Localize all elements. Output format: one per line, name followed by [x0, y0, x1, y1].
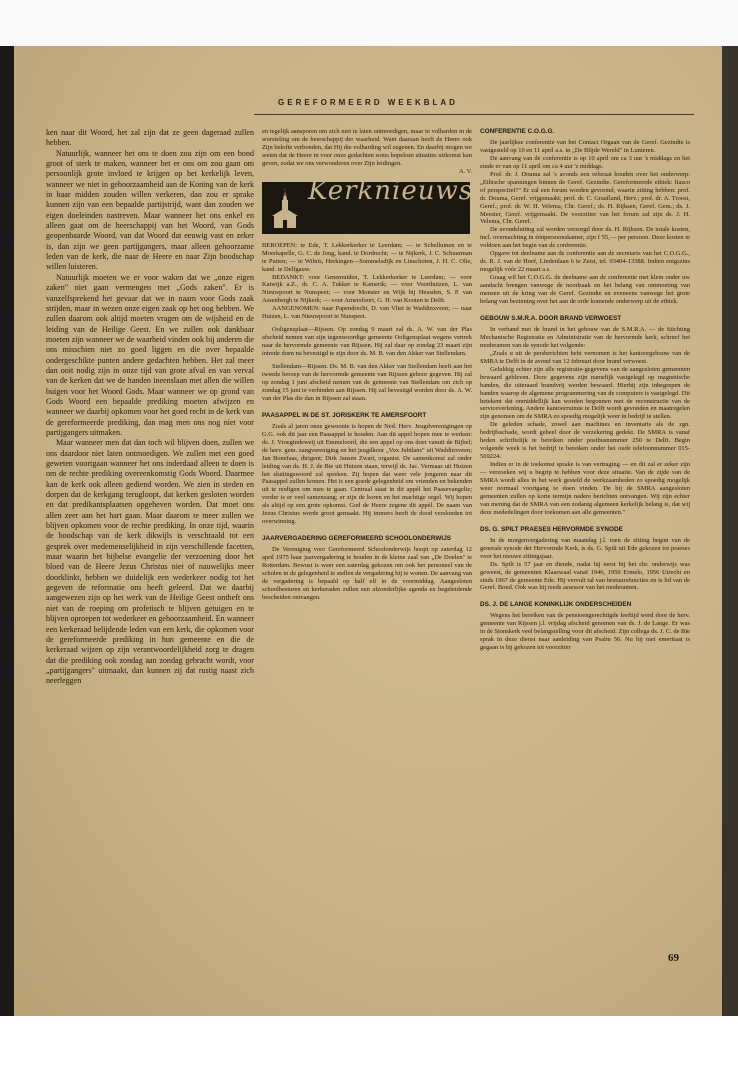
paragraph: AANGENOMEN: naar Papendrecht, D. van Vliet te Waddinxveen; — naar Huizen, L. van Nieuwpoort te Nunspeet.: [262, 305, 472, 321]
paragraph: Prof. dr. J. Douma zal 's avonds een referaat houden over het onderwerp: „Ethische spanningen binnen de Geref. Gezindte. Gereformeerde ethiek: fiasco of perspectief?" Er zal een forum worden gevormd, waarin zitting hebben: prof. dr. Douma, Geref. vrijgemaakt; prof. dr. C. Graafland, Herv.; prof. dr. A. Troost, Geref.; prof. dr. W. H. Velema, Chr. Geref.; ds. H. Rijksen, Geref. Gem.; ds. J. Meester, Geref. vrijgemaakt. De voorzitter van het forum zal zijn ds. J. H. Velema, Chr. Geref.: [480, 170, 690, 226]
paragraph: Indien er in de toekomst sprake is van vertraging — en dit zal er zeker zijn — verzoeken wij u begrip te hebben voor deze situatie. Van de zijde van de SMRA wordt alles in het werk gesteld de werkzaamheden zo spoedig mogelijk weer normaal voortgang te doen vinden. De bij de SMRA aangesloten gemeenten zullen op korte termijn nadere berichten ontvangen. Wij zijn echter van mening dat de SMRA van een zodanig algemeen kerkelijk belang is, dat wij deze mededelingen door toekomen aan alle gemeenten.": [480, 461, 690, 516]
paragraph: Zoals al jaren onze gewoonte is hopen de Ned. Herv. Jeugdverenigingen op G.G. ook dit jaar een Paasappel te houden. Aan dit appel hopen mee te werken: ds. J. Vroegindeweij uit Emmeloord, die een appel op ons doet vanuit de Bijbel; de herv. gem. zangvereniging en het jeugdkoor „Vox Jubilans" uit Waddinxveen; Jan Bonefaas, dirigent; Dirk Jansen Zwart, organist. De samenkomst zal onder leiding van ds. H. J. de Bie uit Huizen staan, terwijl ds. Jac. Vermaas uit Huizen het sluitingswoord zal spreken. Zij hopen dat weer vele jongeren naar dit Paasappel zullen komen. Het is een goede gelegenheid om vrienden en bekenden uit te nodigen om mee te gaan. Centraal staat in dit appèl het Paasevangelie; verder is er veel samenzang; er zijn de koren en het machtige orgel. Wij hopen als altijd op een grote opkomst. God de Heere zegene dit appèl. De naam van Jezus Christus worde groot gemaakt. Hij immers heeft de dood verslonden tot overwinning.: [262, 422, 472, 526]
paragraph: Opgave tot deelname aan de conferentie aan de secretaris van het C.O.G.G., ds. R. J. van de Hoef, Lindenlaan 6 te Zeist, tel. 03404-13388. Indien enigszins mogelijk vóór 22 maart a.s.: [480, 250, 690, 274]
running-head: GEREFORMEERD WEEKBLAD: [278, 98, 458, 107]
column-right: [480, 128, 690, 652]
newspaper-page: [14, 46, 722, 1016]
article-heading: DS. G. SPILT PRAESES HERVORMDE SYNODE: [480, 525, 623, 533]
article-heading: DS. J. DE LANGE KONINKLIJK ONDERSCHEIDEN: [480, 601, 632, 609]
paragraph: De jaarlijkse conferentie van het Contact Orgaan van de Geref. Gezindte is vastgesteld op 10 en 11 april a.s. in „De Blijde Wereld" in Lunteren.: [480, 138, 690, 154]
paragraph: Wegens het bereiken van de pensioengerechtigde leeftijd werd door de herv. gemeente van Rijssen j.l. vrijdag afscheid genomen van ds. J. de Lange. Er was in de Sionskerk veel belangstelling voor dit afscheid. Zijn collega ds. J. C. de Bie sprak in deze dienst naar aanleiding van Psalm 56. Nu hij met emeritaat is gegaan is hij gekozen tot voorzitter: [480, 612, 690, 652]
article-heading: CONFERENTIE C.O.G.G.: [480, 128, 555, 135]
paragraph: De Vereniging voor Gereformeerd Schoolonderwijs hoopt op zaterdag 12 april 1975 haar jaarvergadering te houden in de kleine zaal van „De Doelen" te Rotterdam. Bewust is weer een zaterdag gekozen om ook het personeel van de scholen in de gelegenheid te stellen de vergadering bij te wonen. De aanvang van de vergadering is bepaald op half elf in de voormiddag. Aangesloten schoolbesturen en kerkeraden zullen een afzonderlijke agenda en begeleidende bescheiden ontvangen.: [262, 546, 472, 601]
paragraph: Stellendam—Rijssen. Ds. M. B. van den Akker van Stellendam heeft aan het tweede beroep van de hervormde gemeente van Rijssen gehoor gegeven. Hij zal op zondag 1 juni afscheid nemen van de gemeente van Stellendam om zich op zondag 15 juni te verbinden aan Rijssen. Hij zal bevestigd worden door ds. A. W. van der Plas die dan in Rijssen zal staan.: [262, 363, 472, 402]
paragraph: BEDANKT: voor Genemuiden, T. Lekkerkerker te Leerdam; — voor Katwijk a.Z., dr. C. A. Tukker te Kamerik; — voor Voorthuizen, L. van Nieuwpoort te Nunspeet; — voor Monster en Wijk bij Heusden, S. P. van Assenbergh te Nijkerk; — voor Amersfoort, G. H. van Kooten te Delft.: [262, 273, 472, 305]
paragraph: Graag wil het C.O.G.G. de deelname aan de conferentie met klem onder uw aandacht brengen vanwege de noodzaak en het belang van ontmoeting van mensen uit de kring van de Geref. Gezindte en eveneens vanwege het grote belang van bezinning over het aan de orde komende onderwerp uit de ethiek.: [480, 274, 690, 306]
scan-margin-top: [0, 0, 738, 46]
paragraph: Ds. Spilt is 57 jaar en diende, nadat hij eerst bij het chr. onderwijs was geweest, de gemeenten Klaaswaal vanaf 1946, 1950 Ermelo, 1956 Utrecht en sinds 1967 de gemeente Ede. Hij vervult tal van bestuursfuncties en is lid van de Geref. Bond. Ook was hij reeds assessor van het moderamen.: [480, 560, 690, 592]
author-signature: A. V.: [458, 167, 472, 175]
paragraph: ken naar dit Woord, het zal zijn dat ze geen dageraad zullen hebben.: [46, 128, 254, 148]
paragraph: Natuurlijk, wanneer het ons te doen zou zijn om een bond groot of sterk te maken, wanneer het er ons om zou gaan om persoonlijk grote invloed te krijgen op het kerkelijk leven, wanneer we niet in gehoorzaamheid aan de Koning van de kerk in haar midden zouden willen verkeren, dan zou er sprake kunnen zijn van een bepaalde partijstrijd, want dan zouden we eigen doeleinden nastreven. Maar wanneer het ons enkel en alleen gaat om de heerschappij van het Woord, van Gods geopenbaarde Woord, van dat Woord dat eeuwig vast en zeker is, dan zijn we geen partijgangers, maar alleen gehoorzame leden van de kerk, die naar de Heere en naar Zijn boodschap willen luisteren.: [46, 148, 254, 272]
paragraph: Ooltgensplaat—Rijssen. Op zondag 9 maart zal ds. A. W. van der Plas afscheid nemen van zijn tegenwoordige gemeente Ooltgensplaat wegens vertrek naar de hervormde gemeente van Rijssen. Hij zal daar op zondag 23 maart zijn intrede doen na bevestigd te zijn door ds. M. B. van den Akker van Stellendam.: [262, 326, 472, 358]
paragraph: De geleden schade, zowel aan machines en inventaris als de zgn. bedrijfsschade, wordt geheel door de verzekering gedekt. De SMRA is vanaf heden schriftelijk te bereiken onder postbusnummer 250 te Delft. Begin volgende week is het bedrijf te bereiken onder het oude telefoonnummer 015-569224.: [480, 421, 690, 461]
paragraph: Natuurlijk moeten we er voor waken dat we „onze eigen zaken" niet gaan vermengen met „Gods zaken". Er is vanzelfsprekend het gevaar dat we in naam voor Gods zaak strijden, maar in wezen onze eigen zaak op het oog hebben. We zullen daarom ook altijd moeten vragen om de wijsheid en de leiding van de Heilige Geest. En we zullen ook dankbaar moeten zijn wanneer we de waarheid vinden ook bij anderen die ons misschien niet zo goed liggen en die over bepaalde ondergeschikte punten andere gedachten hebben. Het zal meer dan ooit nodig zijn in onze tijd van grote afval en van verval van de kerken dat we de handen ineenslaan met allen die willen buigen voor het Woord Gods. Maar wanneer we op grond van Gods Woord een bepaalde prediking moeten afwijzen en wanneer we daarbij opkomen voor het goed recht in de kerk van de gereformeerde prediking, dan mag men ons nog niet voor partijgangers uitmaken.: [46, 272, 254, 437]
header-rule: [254, 114, 694, 115]
paragraph: BEROEPEN: te Ede, T. Lekkerkerker te Leerdam; — te Schelluinen en te Moerkapelle, G. C. de Jong, kand. te Dordrecht; — te Nijkerk, J. C. Schuurman te Putten; — te Wilnis, Herkingen—Sommelsdijk en Linschoten, J. H. C. Olie, kand. te Delfgauw.: [262, 241, 472, 273]
column-left: [46, 128, 254, 687]
column-middle: [262, 128, 472, 602]
banner-title: Kerknieuws: [308, 175, 474, 206]
paragraph: In verband met de brand in het gebouw van de S.M.R.A. — de Stichting Mechanische Registratie en Administratie van de hervormde kerk, schreef het moderamen van de synode het volgende:: [480, 325, 690, 349]
binding-shadow-left: [0, 46, 14, 1016]
page-number: 69: [668, 952, 679, 964]
article-heading: GEBOUW S.M.R.A. DOOR BRAND VERWOEST: [480, 314, 622, 322]
paragraph: Maar wanneer men dat dan toch wil blijven doen, zullen we ons daardoor niet laten ontmoedigen. We zullen met een goed geweten voortgaan wanneer het ons inderdaad alleen te doen is om de rechte prediking overeenkomstig Gods Woord. Daarmee kan de kerk ook alleen gediend worden. We zien in steden en dorpen dat de kerkgang terugloopt, dat kerken gesloten worden en dat predikantsplaatsen opgeheven worden. Dat moet ons allen zeer aan het hart gaan. Maar daarom te meer zullen we blijven opkomen voor de rechte prediking. In onze tijd, waarin de boodschap van de kerk dikwijls is verschraald tot een gesprek over medemenselijkheid in zijn verschillende facetten, maar waarin het bijbelse evangelie der verzoening door het bloed van de Heere Jezus Christus niet of nauwelijks meer doorklinkt, hebben we duidelijk een wederkeer nodig tot het gegeven de reformatie ons heeft geleerd. Dat we daarbij aangewezen zijn op het werk van de Heilige Geest ontheft ons niet van de roeping om profetisch te blijven getuigen en te blijven oproepen tot wederkeer en gehoorzaamheid. En wanneer een kerkeraad belijdende leden van een kerk, die opkomen voor de gereformeerde prediking in hun gemeente en die de kerkeraad wijzen op zijn verantwoordelijkheid zorg te dragen dat die prediking ook zondag aan zondag gebracht wordt, voor „partijgangers" uitmaakt, dan kunnen zij dat rustig naast zich neerleggen: [46, 438, 254, 686]
kerknieuws-banner: [262, 175, 474, 234]
article-heading: PAASAPPEL IN DE ST. JORISKERK TE AMERSFOORT: [262, 411, 427, 419]
paragraph: De avondsluiting zal worden verzorgd door ds. H. Rijksen. De totale kosten, incl. overnachting in éénpersoonskamer, zijn f 55,— per persoon. Deze kosten te voldoen aan het begin van de conferentie.: [480, 226, 690, 250]
paragraph: Gelukkig echter zijn alle registratie-gegevens van de aangesloten gemeenten bewaard gebleven. Deze gegevens zijn namelijk vastgelegd op magnetische banden, die uiteraard brandvrij werden bewaard. Hierbij zijn inbegrepen de banden waarop de algemene programmering van de computers is vastgelegd. Dit betekent dat onmiddellijk kan worden begonnen met de reconstructie van de serviceverlening. Andere kantoorruimte te Delft wordt gevonden en maatregelen zijn genomen om de SMRA zo spoedig mogelijk weer in bedrijf te stellen.: [480, 365, 690, 421]
paragraph: „Zoals u uit de persberichten hebt vernomen is het kantoorgebouw van de SMRA te Delft in de avond van 12 februari door brand verwoest.: [480, 349, 690, 365]
church-icon: [268, 186, 302, 230]
paragraph: In de morgenvergadering van maandag j.l. toen de zitting begon van de generale synode der Hervormde Kerk, is ds. G. Spilt uit Ede gekozen tot praeses voor het nieuwe zittingsjaar.: [480, 536, 690, 560]
paragraph: De aanvang van de conferentie is op 10 april om ca 3 uur 's middags en het einde er van op 11 april om ca 4 uur 's middags.: [480, 154, 690, 170]
article-heading: JAARVERGADERING GEREFORMEERD SCHOOLONDERWIJS: [262, 535, 452, 543]
binding-shadow-right: [722, 46, 738, 1016]
paragraph: en tegelijk aansporen om zich niet te laten ontmoedigen, maar te volharden in de worsteling om de heerschappij der waarheid. Want daaraan heeft de Heere ook Zijn belofte verbonden, dat Hij die volharding wil zegenen. En daarbij mogen we weten dat de Heere in voor onze gedachten soms hopeloze situaties uitkomst kan geven, zodat we ons verwonderen over Zijn leidingen.: [262, 128, 472, 167]
